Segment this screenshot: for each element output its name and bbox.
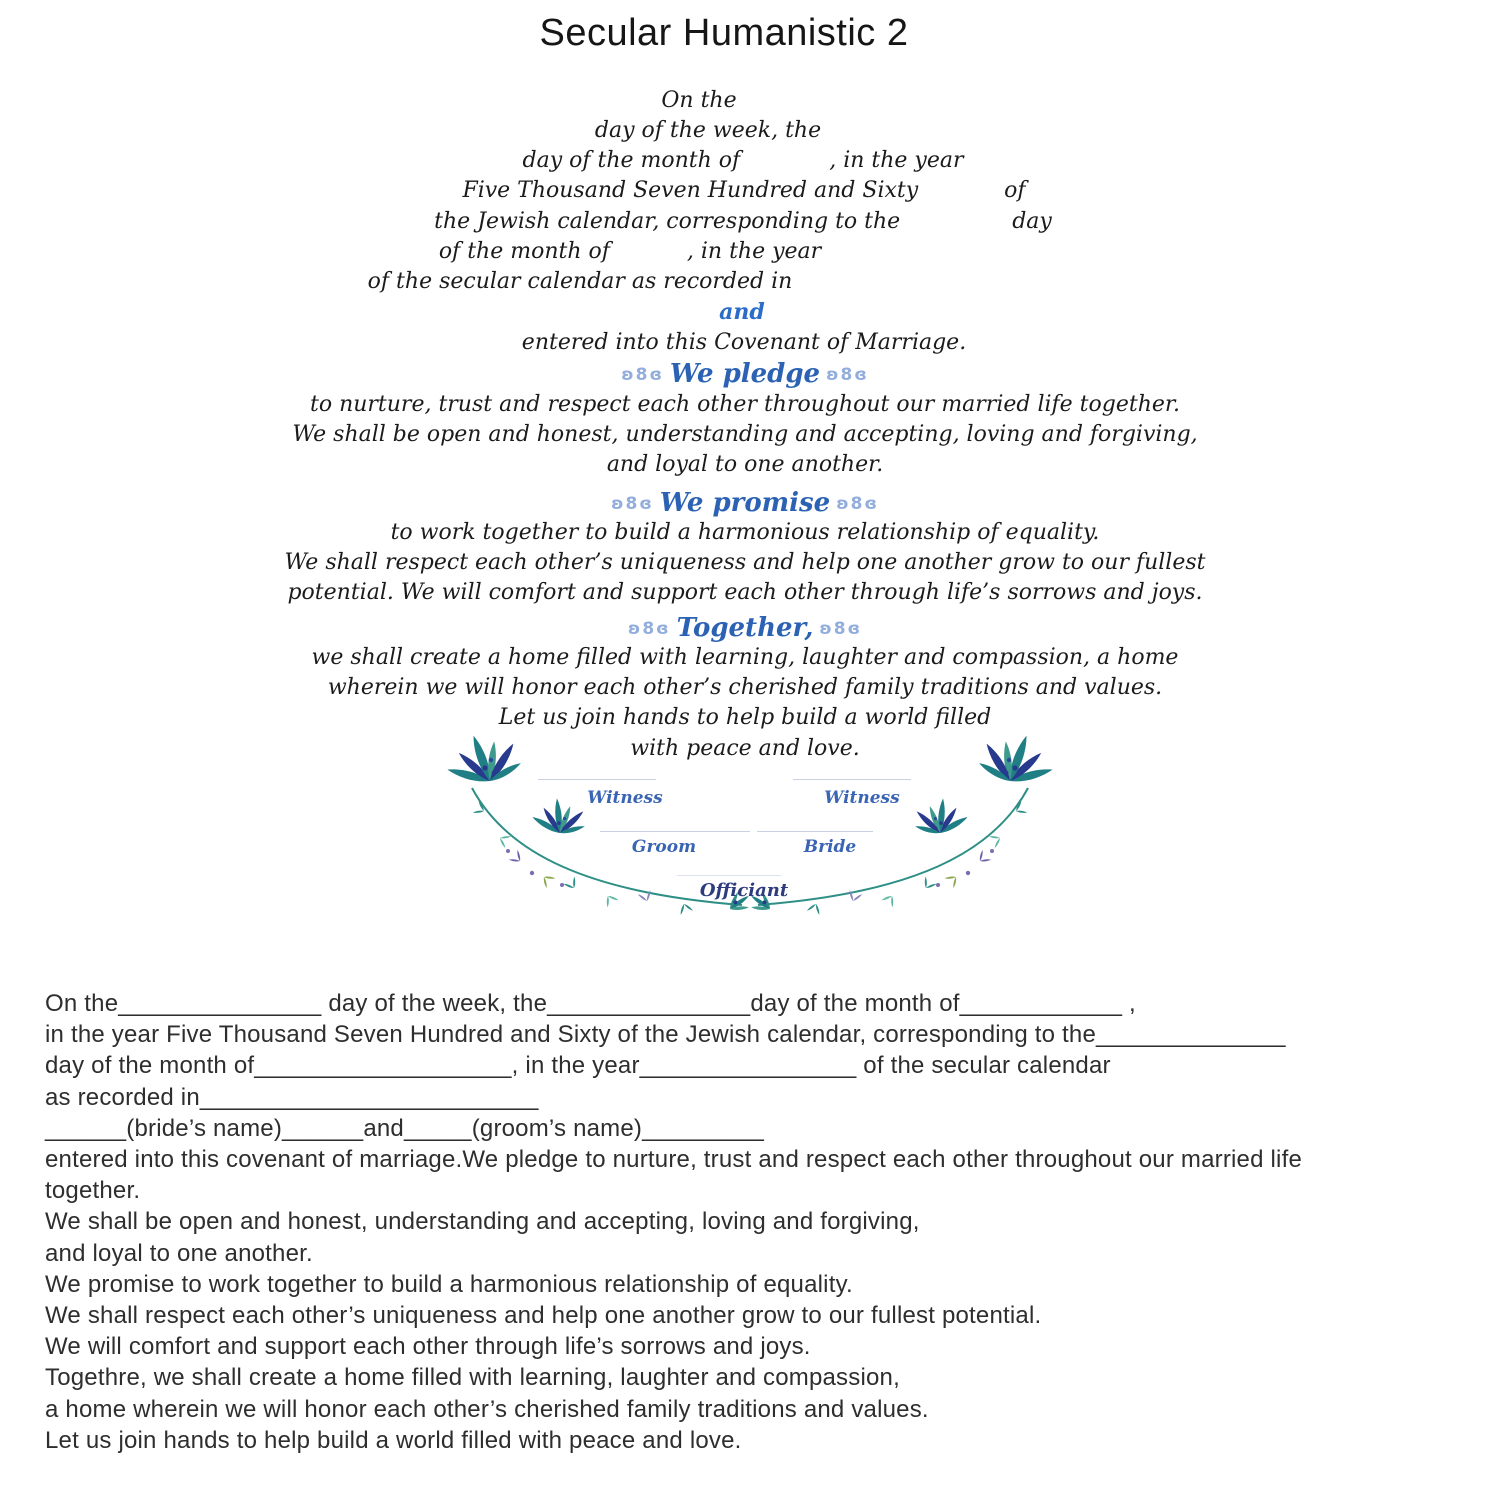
header-text: Together, (676, 613, 814, 643)
script-text: of (1004, 178, 1026, 203)
signature-line-witness-right (793, 779, 911, 780)
scroll-ornament-icon: ʚ8ɞ (627, 619, 671, 639)
and-connector: and (719, 299, 765, 325)
plain-text-line: as recorded in_________________________ (45, 1083, 539, 1111)
signature-label-officiant: Officiant (699, 880, 789, 901)
script-line-day-of-month (0, 146, 1493, 176)
plain-text-line: ______(bride’s name)______and_____(groom’s name)_________ (45, 1114, 765, 1142)
signature-label-bride: Bride (803, 837, 857, 857)
plain-text-line: entered into this covenant of marriage.We pledge to nurture, trust and respect each other throughout our married life (45, 1146, 1302, 1174)
signature-line-officiant (677, 875, 781, 876)
header-text: We pledge (669, 359, 821, 389)
scroll-ornament-icon: ʚ8ɞ (611, 494, 654, 514)
signature-label-witness-left: Witness (587, 788, 663, 808)
section-header-we-promise (0, 487, 1495, 522)
script-line-pledge-3: and loyal to one another. (606, 452, 884, 477)
script-line-pledge-1: to nurture, trust and respect each other throughout our married life together. (309, 392, 1180, 417)
section-header-together (0, 612, 1495, 647)
script-text: , in the year (829, 148, 964, 173)
header-text: We promise (659, 488, 831, 518)
signature-label-witness-right: Witness (824, 788, 900, 808)
script-line-promise-2: We shall respect each other’s uniqueness and help one another grow to our fullest (284, 550, 1206, 575)
plain-text-line: in the year Five Thousand Seven Hundred and Sixty of the Jewish calendar, corresponding to the______________ (45, 1021, 1286, 1049)
script-text: Five Thousand Seven Hundred and Sixty (462, 178, 919, 203)
script-text: day (1012, 209, 1052, 234)
plain-text-line: We shall respect each other’s uniqueness and help one another grow to our fullest potential. (45, 1302, 1042, 1330)
script-text: the Jewish calendar, corresponding to the (434, 209, 901, 234)
plain-text-line: and loyal to one another. (45, 1239, 313, 1267)
script-line-together-3: Let us join hands to help build a world filled (498, 705, 992, 730)
script-line-covenant: entered into this Covenant of Marriage. (521, 330, 967, 355)
plain-text-line: Let us join hands to help build a world filled with peace and love. (45, 1426, 742, 1454)
script-text: day of the month of (522, 148, 741, 173)
script-line-on-the: On the (661, 88, 737, 113)
signature-label-groom: Groom (631, 837, 697, 857)
script-line-jewish-calendar (0, 207, 1493, 237)
script-line-secular-calendar: of the secular calendar as recorded in (367, 269, 793, 294)
signature-line-witness-left (538, 779, 656, 780)
scroll-ornament-icon: ʚ8ɞ (836, 494, 879, 514)
script-line-together-4: with peace and love. (630, 736, 860, 761)
script-line-promise-1: to work together to build a harmonious relationship of equality. (390, 520, 1100, 545)
plain-text-block (45, 988, 1475, 1456)
plain-text-line: together. (45, 1177, 141, 1205)
plain-text-line: a home wherein we will honor each other’s cherished family traditions and values. (45, 1395, 929, 1423)
page-title: Secular Humanistic 2 (539, 12, 909, 54)
script-line-promise-3: potential. We will comfort and support each other through life’s sorrows and joys. (287, 580, 1203, 605)
script-line-secular-month (0, 237, 1380, 267)
script-line-together-1: we shall create a home filled with learning, laughter and compassion, a home (311, 645, 1179, 670)
script-line-pledge-2: We shall be open and honest, understanding and accepting, loving and forgiving, (292, 422, 1198, 447)
plain-text-line: On the_______________ day of the week, the_______________day of the month of____________ , (45, 990, 1136, 1017)
signature-line-bride (757, 831, 873, 832)
plain-text-line: We will comfort and support each other through life’s sorrows and joys. (45, 1333, 811, 1361)
plain-text-line: We shall be open and honest, understanding and accepting, loving and forgiving, (45, 1208, 920, 1236)
script-line-day-of-week: day of the week, the (594, 118, 822, 143)
scroll-ornament-icon: ʚ8ɞ (819, 619, 863, 639)
plain-text-line: Togethre, we shall create a home filled with learning, laughter and compassion, (45, 1364, 900, 1392)
scroll-ornament-icon: ʚ8ɞ (826, 365, 869, 385)
scroll-ornament-icon: ʚ8ɞ (621, 365, 664, 385)
script-line-together-2: wherein we will honor each other’s cherished family traditions and values. (327, 675, 1163, 700)
section-header-we-pledge (0, 358, 1495, 393)
script-line-hebrew-year (0, 176, 1494, 206)
plain-text-line: We promise to work together to build a harmonious relationship of equality. (45, 1270, 853, 1298)
script-text: , in the year (686, 239, 822, 264)
signature-line-groom (600, 831, 750, 832)
plain-text-line: day of the month of___________________, in the year________________ of the secular calendar (45, 1052, 1111, 1080)
script-text: of the month of (438, 239, 610, 264)
